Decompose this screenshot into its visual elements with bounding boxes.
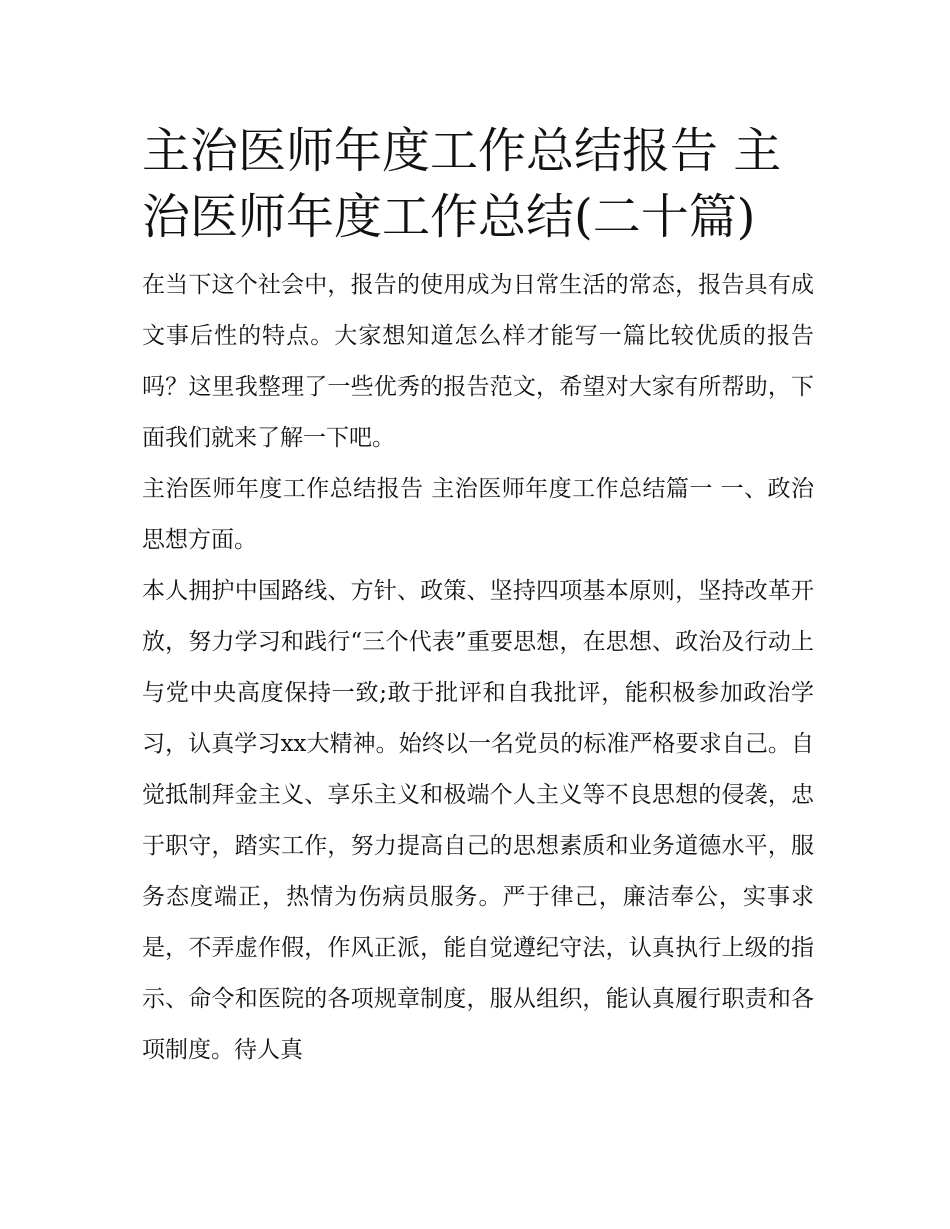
- body-paragraph: 本人拥护中国路线、方针、政策、坚持四项基本原则，坚持改革开放，努力学习和践行“三个代表”重要思想，在思想、政治及行动上与党中央高度保持一致;敢于批评和自我批评，能积极参加政治学习，认真学习xx大精神。始终以一名党员的标准严格要求自己。自觉抵制拜金主义、享乐主义和极端个人主义等不良思想的侵袭，忠于职守，踏实工作，努力提高自己的思想素质和业务道德水平，服务态度端正，热情为伤病员服务。严于律己，廉洁奉公，实事求是，不弄虚作假，作风正派，能自觉遵纪守法，认真执行上级的指示、命令和医院的各项规章制度，服从组织，能认真履行职责和各项制度。待人真: [142, 578, 814, 1063]
- document-body: [142, 260, 814, 1076]
- intro-paragraph: 在当下这个社会中，报告的使用成为日常生活的常态，报告具有成文事后性的特点。大家想知道怎么样才能写一篇比较优质的报告吗？这里我整理了一些优秀的报告范文，希望对大家有所帮助，下面我们就来了解一下吧。: [142, 272, 814, 451]
- document-title: 主治医师年度工作总结报告 主治医师年度工作总结(二十篇): [142, 123, 782, 245]
- section-heading-paragraph: 主治医师年度工作总结报告 主治医师年度工作总结篇一 一、政治思想方面。: [142, 476, 814, 553]
- document-content: [142, 118, 814, 1076]
